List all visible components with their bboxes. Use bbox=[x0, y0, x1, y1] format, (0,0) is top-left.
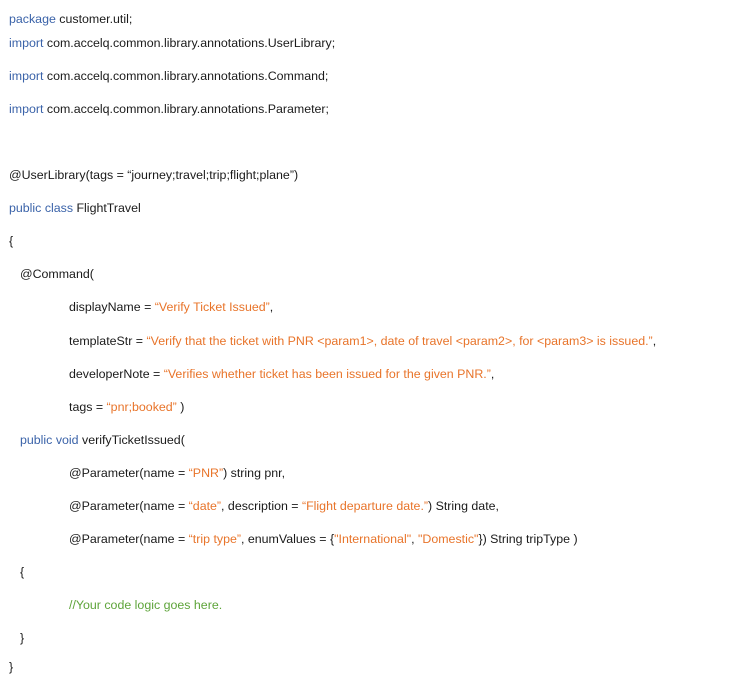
import-path: com.accelq.common.library.annotations.UserLibrary; bbox=[43, 36, 336, 50]
class-keyword: public class bbox=[9, 201, 74, 215]
display-name-suffix: , bbox=[269, 300, 274, 314]
parameter-suffix: ) String date, bbox=[428, 499, 499, 513]
tags-key: tags = bbox=[69, 400, 107, 414]
template-str-suffix: , bbox=[652, 334, 657, 348]
parameter-name-value: “PNR” bbox=[188, 466, 224, 480]
template-str-line bbox=[69, 333, 656, 349]
parameter-name-value: “date” bbox=[188, 499, 222, 513]
parameter-prefix: @Parameter(name = bbox=[69, 532, 189, 546]
import-path: com.accelq.common.library.annotations.Parameter; bbox=[43, 102, 330, 116]
method-open-brace: { bbox=[20, 565, 25, 579]
display-name-value: “Verify Ticket Issued” bbox=[154, 300, 270, 314]
tags-suffix: ) bbox=[176, 400, 185, 414]
method-name: verifyTicketIssued( bbox=[78, 433, 185, 447]
developer-note-key: developerNote = bbox=[69, 367, 164, 381]
display-name-key: displayName = bbox=[69, 300, 155, 314]
package-keyword: package bbox=[9, 12, 56, 26]
parameter-suffix: ) string pnr, bbox=[223, 466, 286, 480]
class-open-brace: { bbox=[9, 234, 14, 248]
tags-line bbox=[69, 399, 184, 415]
package-name: customer.util; bbox=[55, 12, 133, 26]
developer-note-suffix: , bbox=[490, 367, 495, 381]
enum-value-international: "International" bbox=[334, 532, 412, 546]
method-keyword: public void bbox=[20, 433, 79, 447]
display-name-line bbox=[69, 299, 273, 315]
import-line bbox=[9, 101, 329, 117]
import-path: com.accelq.common.library.annotations.Command; bbox=[43, 69, 329, 83]
class-name: FlightTravel bbox=[73, 201, 141, 215]
enum-value-domestic: "Domestic" bbox=[418, 532, 479, 546]
template-str-value: “Verify that the ticket with PNR <param1>, date of travel <param2>, for <param3> is issued.” bbox=[146, 334, 653, 348]
import-keyword: import bbox=[9, 36, 44, 50]
package-line bbox=[9, 11, 132, 27]
developer-note-value: “Verifies whether ticket has been issued for the given PNR.” bbox=[163, 367, 491, 381]
parameter-mid: , description = bbox=[221, 499, 302, 513]
class-declaration bbox=[9, 200, 141, 216]
import-line bbox=[9, 68, 328, 84]
import-keyword: import bbox=[9, 69, 44, 83]
user-library-annotation: @UserLibrary(tags = “journey;travel;trip;flight;plane”) bbox=[9, 168, 299, 182]
parameter-prefix: @Parameter(name = bbox=[69, 499, 189, 513]
code-comment: //Your code logic goes here. bbox=[69, 598, 223, 612]
parameter-trip-line bbox=[69, 531, 578, 547]
class-close-brace: } bbox=[9, 660, 14, 674]
method-close-brace: } bbox=[20, 631, 25, 645]
template-str-key: templateStr = bbox=[69, 334, 147, 348]
parameter-name-value: “trip type” bbox=[188, 532, 241, 546]
tags-value: “pnr;booked” bbox=[106, 400, 177, 414]
parameter-suffix: }) String tripType ) bbox=[478, 532, 578, 546]
enum-separator: , bbox=[411, 532, 418, 546]
command-annotation-open: @Command( bbox=[20, 267, 94, 281]
parameter-prefix: @Parameter(name = bbox=[69, 466, 189, 480]
parameter-mid: , enumValues = { bbox=[241, 532, 335, 546]
parameter-description-value: “Flight departure date.” bbox=[301, 499, 429, 513]
parameter-pnr-line bbox=[69, 465, 285, 481]
parameter-date-line bbox=[69, 498, 499, 514]
developer-note-line bbox=[69, 366, 494, 382]
import-line bbox=[9, 35, 335, 51]
import-keyword: import bbox=[9, 102, 44, 116]
method-declaration bbox=[20, 432, 185, 448]
